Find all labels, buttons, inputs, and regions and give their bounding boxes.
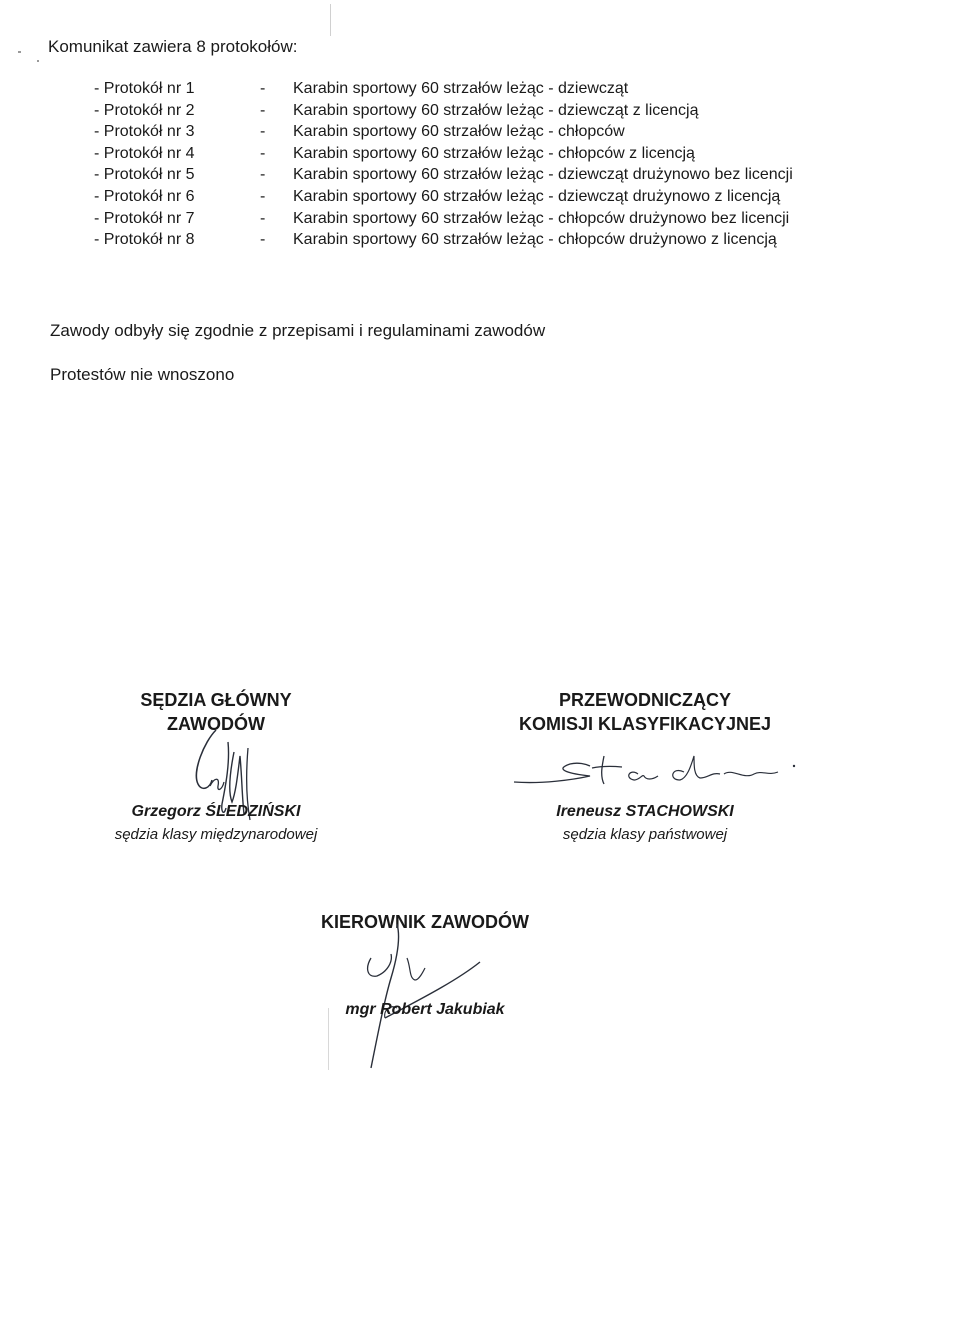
commission-chair-rank: sędzia klasy państwowej: [562, 826, 728, 843]
protocol-description: Karabin sportowy 60 strzałów leżąc - dziewcząt: [293, 80, 629, 97]
protests-statement: Protestów nie wnoszono: [50, 365, 235, 384]
scan-speck: [18, 51, 21, 53]
protocol-list: [94, 80, 854, 253]
protocol-row: [94, 80, 854, 102]
protocol-number: - Protokół nr 4: [94, 144, 195, 162]
protocol-row: [94, 188, 854, 210]
protocol-dash: -: [260, 187, 266, 205]
protocol-row: [94, 102, 854, 124]
chief-judge-title-line2: ZAWODÓW: [167, 714, 265, 734]
protocol-description: Karabin sportowy 60 strzałów leżąc - chłopców drużynowo bez licencji: [293, 209, 790, 227]
protocol-dash: -: [260, 123, 266, 141]
protocol-row: [94, 166, 854, 188]
chief-judge-rank: sędzia klasy międzynarodowej: [114, 826, 318, 843]
intro-text: Komunikat zawiera 8 protokołów:: [48, 37, 298, 56]
commission-chair-name: Ireneusz STACHOWSKI: [556, 803, 734, 820]
chief-judge-title-line1: SĘDZIA GŁÓWNY: [140, 690, 292, 710]
commission-chair-signature: [512, 752, 802, 792]
protocol-description: Karabin sportowy 60 strzałów leżąc - dziewcząt drużynowo bez licencji: [293, 166, 793, 184]
director-title: KIEROWNIK ZAWODÓW: [321, 912, 529, 932]
scan-line: [330, 4, 331, 36]
protocol-number: - Protokół nr 1: [94, 80, 195, 97]
protocol-dash: -: [260, 209, 266, 227]
rules-statement: Zawody odbyły się zgodnie z przepisami i regulaminami zawodów: [50, 321, 546, 340]
protocol-number: - Protokół nr 6: [94, 187, 195, 205]
chief-judge-name: Grzegorz ŚLEDZIŃSKI: [131, 803, 301, 820]
protocol-number: - Protokół nr 2: [94, 101, 195, 119]
protocol-description: Karabin sportowy 60 strzałów leżąc - dziewcząt drużynowo z licencją: [293, 187, 781, 205]
protocol-dash: -: [260, 231, 266, 249]
scan-speck: [37, 60, 39, 62]
protocol-number: - Protokół nr 3: [94, 123, 195, 141]
protocol-dash: -: [260, 144, 266, 162]
protocol-number: - Protokół nr 5: [94, 166, 195, 184]
protocol-dash: -: [260, 166, 266, 184]
commission-chair-title-line2: KOMISJI KLASYFIKACYJNEJ: [518, 714, 772, 734]
protocol-number: - Protokół nr 8: [94, 231, 195, 249]
protocol-dash: -: [260, 80, 266, 97]
commission-chair-title-line1: PRZEWODNICZĄCY: [559, 690, 731, 710]
protocol-description: Karabin sportowy 60 strzałów leżąc - chłopców: [293, 123, 625, 141]
protocol-dash: -: [260, 101, 266, 119]
protocol-row: [94, 210, 854, 232]
director-signature: [345, 918, 495, 1078]
protocol-description: Karabin sportowy 60 strzałów leżąc - dziewcząt z licencją: [293, 101, 699, 119]
protocol-row: [94, 145, 854, 167]
protocol-number: - Protokół nr 7: [94, 209, 195, 227]
protocol-row: [94, 123, 854, 145]
director-name: mgr Robert Jakubiak: [345, 1001, 505, 1018]
protocol-row: [94, 231, 854, 253]
protocol-description: Karabin sportowy 60 strzałów leżąc - chłopców drużynowo z licencją: [293, 231, 777, 249]
protocol-description: Karabin sportowy 60 strzałów leżąc - chłopców z licencją: [293, 144, 695, 162]
